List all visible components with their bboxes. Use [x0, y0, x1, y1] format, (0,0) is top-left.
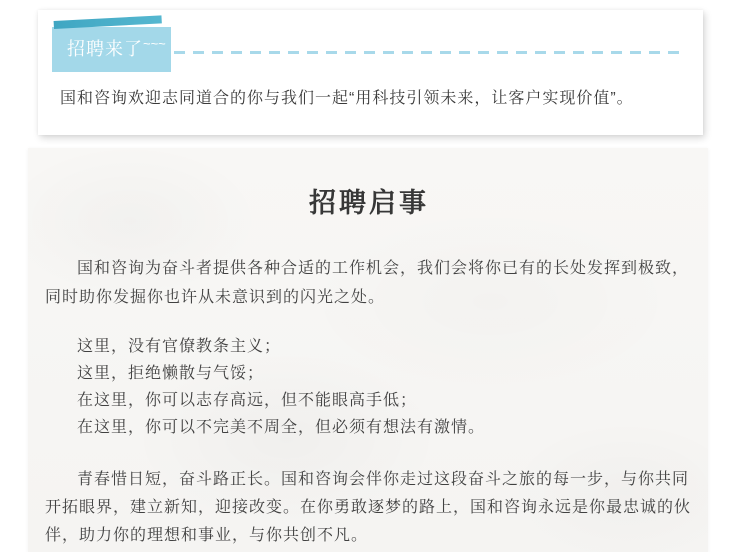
notice-section — [28, 148, 708, 552]
recruit-badge-tilde: ~~~ — [143, 36, 166, 51]
notice-body — [45, 254, 693, 550]
badge-ribbon-icon — [54, 15, 162, 29]
value-line: 在这里，你可以不完美不周全，但必须有想法有激情。 — [77, 419, 486, 436]
value-line: 这里，没有官僚教条主义； — [77, 338, 282, 355]
value-line: 这里，拒绝懒散与气馁； — [77, 365, 265, 382]
notice-paragraph-1: 国和咨询为奋斗者提供各种合适的工作机会，我们会将你已有的长处发挥到极致，同时助你发掘你也许从未意识到的闪光之处。 — [45, 260, 690, 306]
recruit-badge-label: 招聘来了 — [67, 39, 143, 59]
value-line: 在这里，你可以志存高远，但不能眼高手低； — [77, 392, 418, 409]
header-card — [38, 10, 703, 135]
recruit-badge — [52, 27, 171, 72]
dashed-divider — [174, 51, 687, 54]
intro-text: 国和咨询欢迎志同道合的你与我们一起“用科技引领未来，让客户实现价值”。 — [60, 90, 634, 107]
notice-title: 招聘启事 — [309, 188, 429, 218]
notice-paragraph-2: 青春惜日短，奋斗路正长。国和咨询会伴你走过这段奋斗之旅的每一步，与你共同开拓眼界，建立新知，迎接改变。在你勇敢逐梦的路上，国和咨询永远是你最忠诚的伙伴，助力你的理想和事业，与你共创不凡。 — [45, 471, 692, 544]
value-list — [45, 333, 693, 441]
